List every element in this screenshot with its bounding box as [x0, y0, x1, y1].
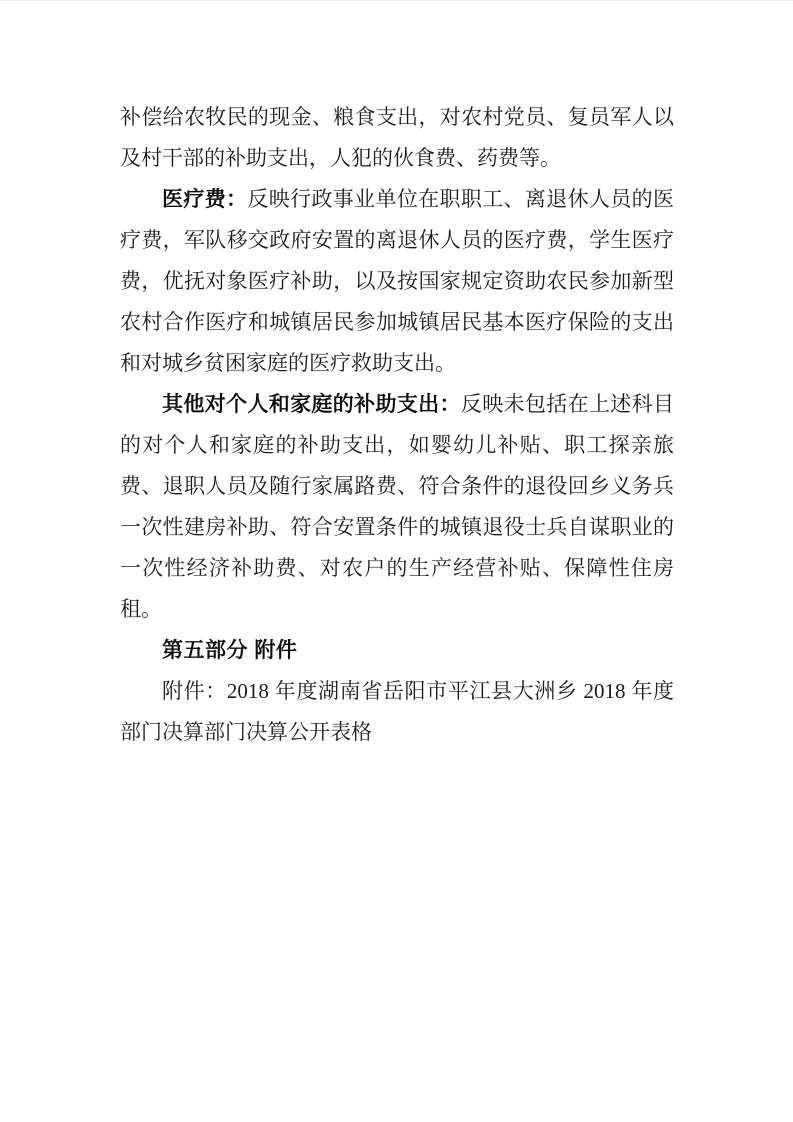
para-continuation	[120, 97, 674, 179]
para-medical-fee-run-1: 反映行政事业单位在职职工、离退休人员的医疗费，军队移交政府安置的离退休人员的医疗费，学生医疗费，优抚对象医疗补助，以及按国家规定资助农民参加新型农村合作医疗和城镇居民参加城镇居民基本医疗保险的支出和对城乡贫困家庭的医疗救助支出。	[120, 187, 675, 375]
heading-part-five-attachment-run-0: 第五部分 附件	[162, 639, 298, 662]
para-medical-fee	[120, 179, 674, 384]
para-attachment-note-run-0: 附件：2018 年度湖南省岳阳市平江县大洲乡 2018 年度部门决算部门决算公开表格	[120, 679, 674, 744]
para-other-personal-family-subsidy	[120, 384, 674, 630]
para-other-personal-family-subsidy-run-0: 其他对个人和家庭的补助支出：	[162, 392, 461, 416]
document-body	[120, 97, 674, 753]
para-other-personal-family-subsidy-run-1: 反映未包括在上述科目的对个人和家庭的补助支出，如婴幼儿补贴、职工探亲旅费、退职人员及随行家属路费、符合条件的退役回乡义务兵一次性建房补助、符合安置条件的城镇退役士兵自谋职业的一次性经济补助费、对农户的生产经营补贴、保障性住房租。	[120, 392, 675, 621]
heading-part-five-attachment	[120, 630, 674, 671]
para-attachment-note	[120, 671, 674, 753]
para-medical-fee-run-0: 医疗费：	[162, 187, 248, 211]
para-continuation-run-0: 补偿给农牧民的现金、粮食支出，对农村党员、复员军人以及村干部的补助支出，人犯的伙食费、药费等。	[120, 105, 674, 170]
